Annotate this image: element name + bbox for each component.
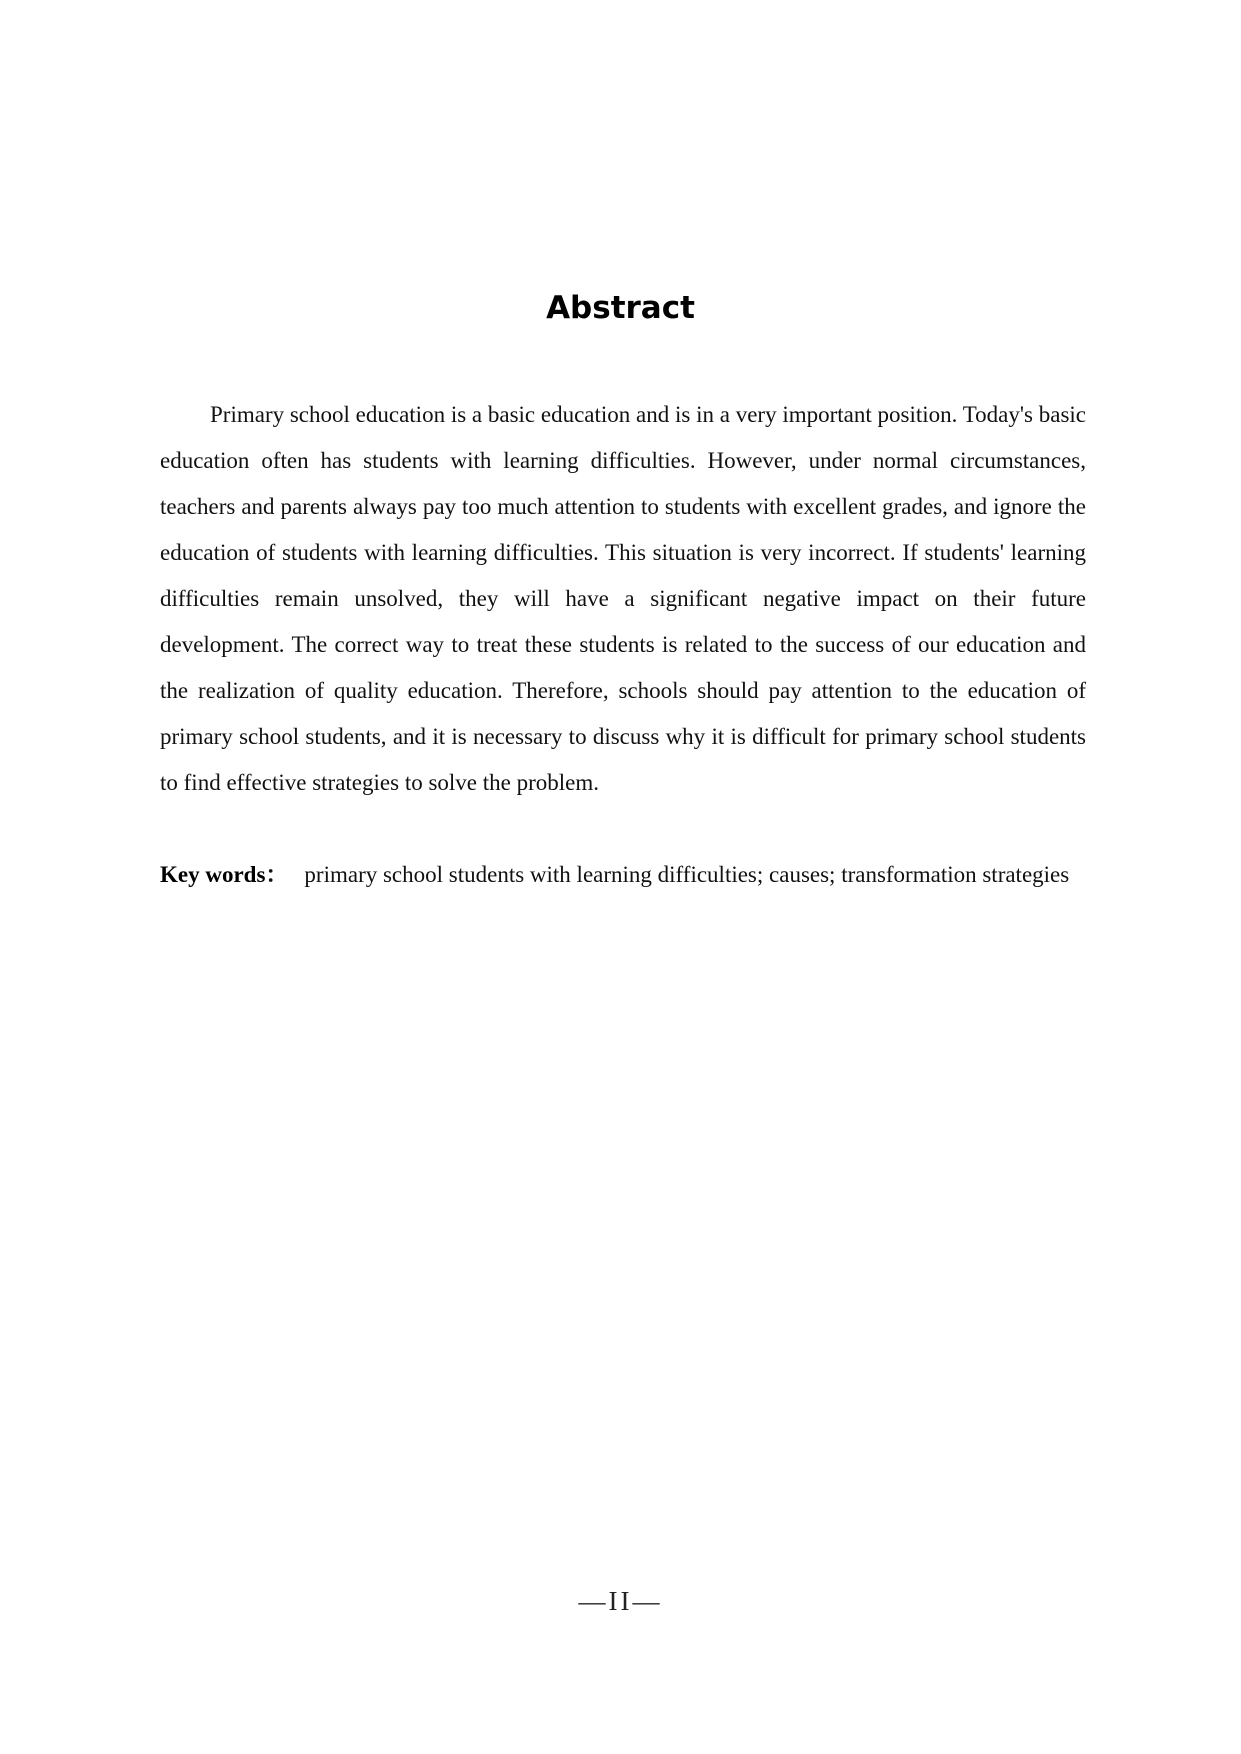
abstract-paragraph: Primary school education is a basic education and is in a very important position. Today's basic education often has students with learning difficulties. However, under normal circumstances, teachers and parents always pay too much attention to students with excellent grades, and ignore the education of students with learning difficulties. This situation is very incorrect. If students' learning difficulties remain unsolved, they will have a significant negative impact on their future development. The correct way to treat these students is related to the success of our education and the realization of quality education. Therefore, schools should pay attention to the education of primary school students, and it is necessary to discuss why it is difficult for primary school students to find effective strategies to solve the problem. — [160, 402, 1086, 795]
page-number: —II— — [578, 1586, 663, 1616]
abstract-title: Abstract — [546, 290, 695, 326]
keywords-text: primary school students with learning difficulties; causes; transformation strategies — [304, 862, 1070, 887]
keywords-label: Key words — [160, 862, 266, 887]
keywords-line — [160, 852, 1086, 898]
keywords-separator: ： — [265, 862, 289, 887]
